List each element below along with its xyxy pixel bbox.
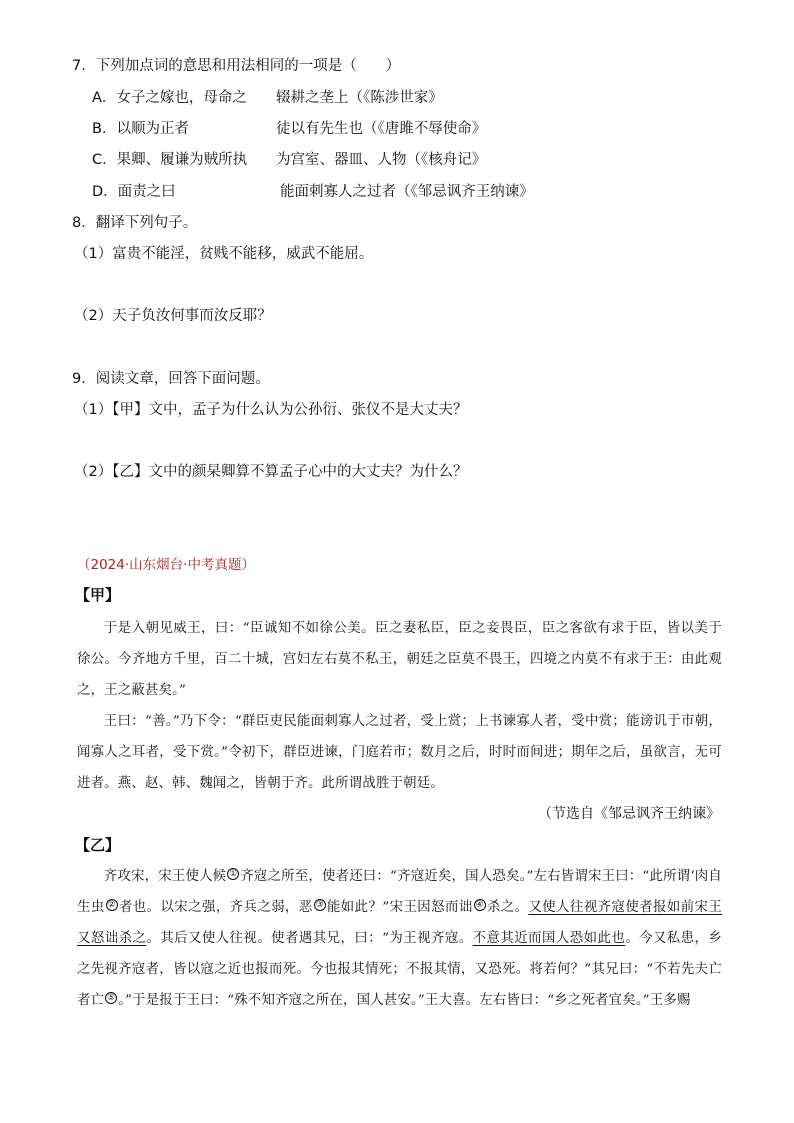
option-c-left: C．果卿、履谦为贼所执 — [92, 152, 248, 168]
yi-text-6: 。其后又使人往视。使者遇其兄，曰：“为王视齐寇。 — [146, 931, 473, 946]
question-7-stem: 7．下列加点词的意思和用法相同的一项是（ ） — [72, 58, 401, 74]
note-marker-1: ① — [229, 869, 238, 879]
question-9-item-1: （1）【甲】文中，孟子为什么认为公孙衍、张仪不是大丈夫？ — [74, 402, 468, 418]
question-8-item-2: （2）天子负汝何事而汝反耶？ — [74, 308, 272, 324]
option-a-left: A．女子之嫁也，母命之 — [92, 90, 247, 106]
underlined-sentence-1: 又使人往视齐寇使者报如前宋王又怒诎杀之 — [77, 900, 722, 946]
option-b-right: 徒以有先生也（《唐雎不辱使命》 — [276, 121, 487, 137]
option-b-left: B．以顺为正者 — [92, 121, 189, 137]
underlined-sentence-2: 不意其近而国人恐如此也 — [472, 931, 626, 946]
yi-text-3: 者也。以宋之强，齐兵之弱，恶 — [118, 900, 313, 915]
note-marker-5: ⑤ — [107, 993, 116, 1003]
yi-text-5: 杀之。 — [486, 900, 529, 915]
section-yi-passage — [77, 861, 722, 1016]
question-8-item-1: （1）富贵不能淫，贫贱不能移，威武不能屈。 — [74, 246, 374, 262]
option-d-left: D．面责之曰 — [92, 184, 176, 200]
jia-paragraph-1: 于是入朝见威王，曰：“臣诚知不如徐公美。臣之妻私臣，臣之妾畏臣，臣之客欲有求于臣，皆以美于徐公。今齐地方千里，百二十城，宫妇左右莫不私王，朝廷之臣莫不畏王，四境之内莫不有求于王：由此观之，王之蔽甚矣。” — [77, 621, 722, 698]
source-label: （2024·山东烟台·中考真题） — [77, 557, 255, 573]
question-9-item-2: （2）【乙】文中的颜杲卿算不算孟子心中的大丈夫？为什么？ — [74, 464, 468, 480]
yi-text-2: 齐寇之所至，使者还曰：“齐寇近矣，国人恐矣。”左右皆谓宋王曰：“此所谓‘肉自生虫 — [77, 869, 722, 915]
jia-paragraph-2: 王曰：“善。”乃下令：“群臣吏民能面刺寡人之过者，受上赏；上书谏寡人者，受中赏；能谤讥于市朝，闻寡人之耳者，受下赏。”令初下，群臣进谏，门庭若市；数月之后，时时而间进；期年之后，虽欲言，无可进者。燕、赵、韩、魏闻之，皆朝于齐。此所谓战胜于朝廷。 — [77, 714, 722, 791]
question-8-stem: 8．翻译下列句子。 — [72, 215, 198, 231]
yi-text-1: 齐攻宋，宋王使人候 — [103, 869, 227, 884]
question-9-stem: 9．阅读文章，回答下面问题。 — [72, 371, 270, 387]
section-jia-title: 【甲】 — [75, 586, 121, 604]
option-c-right: 为宫室、器皿、人物（《核舟记》 — [276, 152, 487, 168]
yi-text-7: 。今又私患，乡之先视齐寇者，皆以寇之近也报而死。今也报其情死；不报其情，又恐死。将若何？”其兄曰：“不若先夫亡者亡 — [77, 931, 723, 1008]
yi-text-4: 能如此？”宋王因怒而诎 — [326, 900, 473, 915]
option-d-right: 能面刺寡人之过者（《邹忌讽齐王纳谏》 — [280, 184, 534, 200]
section-jia-passage — [77, 613, 722, 799]
note-marker-3: ③ — [315, 900, 324, 910]
note-marker-4: ④ — [475, 900, 484, 910]
option-a-right: 辍耕之垄上（《陈涉世家》 — [276, 90, 443, 106]
yi-paragraph — [77, 861, 722, 1016]
note-marker-2: ② — [107, 900, 116, 910]
jia-source-note: （节选自《邹忌讽齐王纳谏》 — [538, 806, 720, 822]
section-yi-title: 【乙】 — [75, 836, 121, 854]
yi-text-8: 。”于是报于王曰：“殊不知齐寇之所在，国人甚安。”王大喜。左右皆曰：“乡之死者宜矣。”王多赐 — [118, 993, 691, 1008]
